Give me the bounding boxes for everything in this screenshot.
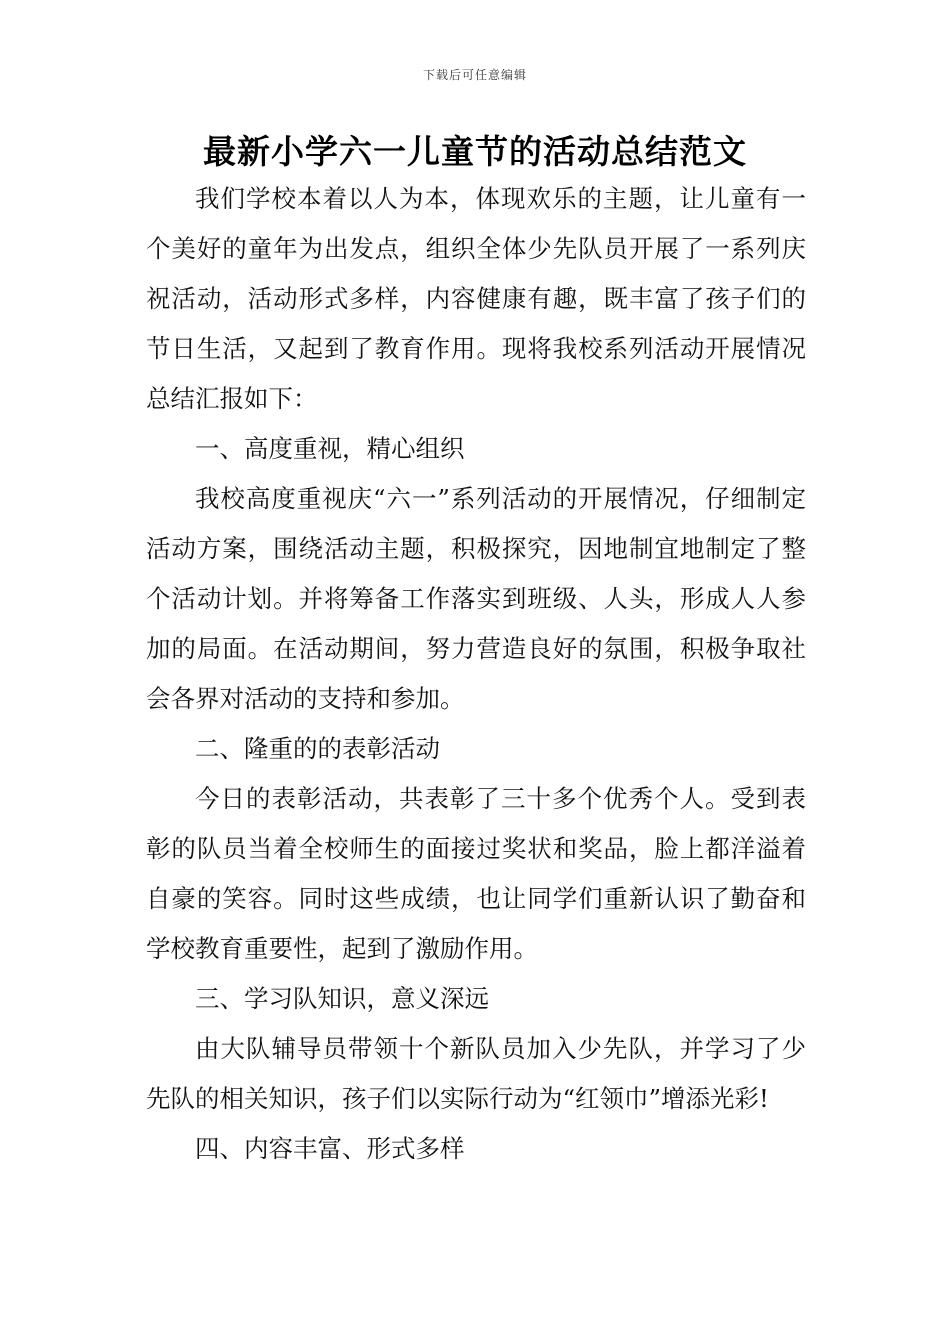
paragraph-section-2: 今日的表彰活动，共表彰了三十多个优秀个人。受到表彰的队员当着全校师生的面接过奖状和奖品，脸上都洋溢着自豪的笑容。同时这些成绩，也让同学们重新认识了勤奋和学校教育重要性，起到了激励作用。 bbox=[146, 784, 806, 963]
paragraph-section-3: 由大队辅导员带领十个新队员加入少先队，并学习了少先队的相关知识，孩子们以实际行动为“红领巾”增添光彩! bbox=[146, 1034, 806, 1113]
section-heading-4: 四、内容丰富、形式多样 bbox=[195, 1134, 465, 1163]
section-heading-1: 一、高度重视，精心组织 bbox=[195, 434, 465, 463]
paragraph-section-1: 我校高度重视庆“六一”系列活动的开展情况，仔细制定活动方案，围绕活动主题，积极探究，因地制宜地制定了整个活动计划。并将筹备工作落实到班级、人头，形成人人参加的局面。在活动期间，努力营造良好的氛围，积极争取社会各界对活动的支持和参加。 bbox=[146, 484, 806, 713]
paragraph-intro: 我们学校本着以人为本，体现欢乐的主题，让儿童有一个美好的童年为出发点，组织全体少先队员开展了一系列庆祝活动，活动形式多样，内容健康有趣，既丰富了孩子们的节日生活，又起到了教育作用。现将我校系列活动开展情况总结汇报如下： bbox=[146, 184, 806, 413]
document-title: 最新小学六一儿童节的活动总结范文 bbox=[203, 132, 747, 171]
header-note: 下载后可任意编辑 bbox=[422, 68, 527, 82]
section-heading-2: 二、隆重的的表彰活动 bbox=[195, 734, 440, 763]
section-heading-3: 三、学习队知识，意义深远 bbox=[195, 984, 489, 1013]
document-body bbox=[146, 174, 806, 1174]
